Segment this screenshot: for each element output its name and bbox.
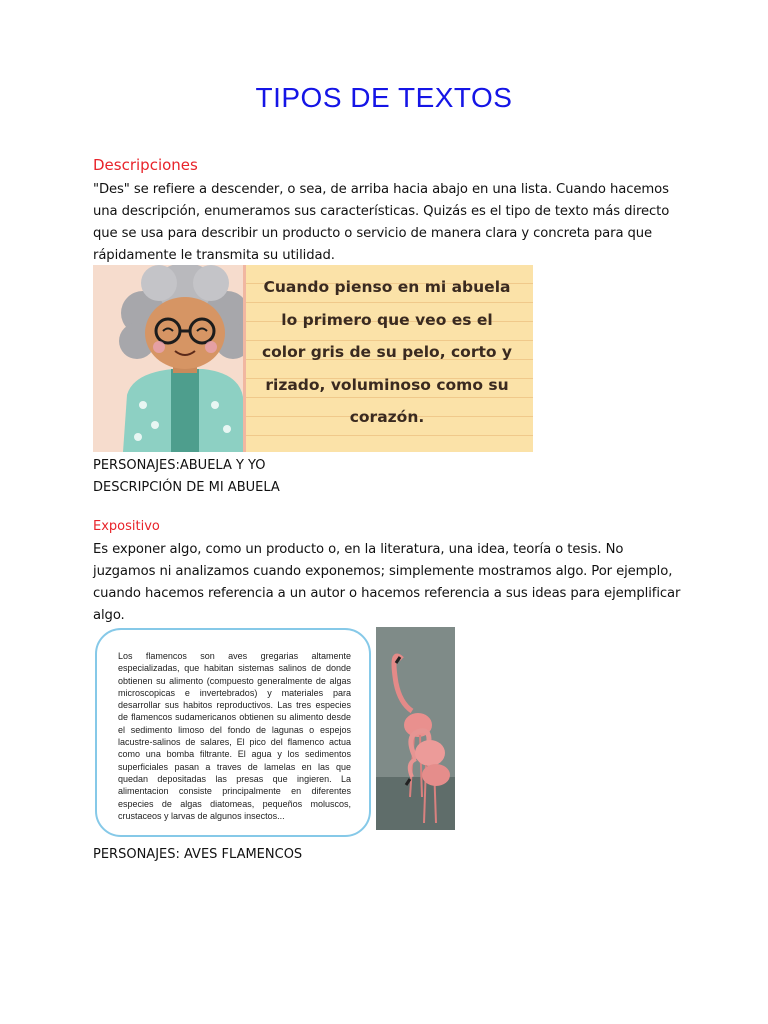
caption-aves-flamencos: PERSONAJES: AVES FLAMENCOS xyxy=(93,847,303,862)
note-text xyxy=(243,271,531,434)
caption-personajes xyxy=(93,455,280,499)
flamingo-photo xyxy=(376,627,455,830)
flamingo-card-text: Los flamencos son aves gregarias altamente especializadas, que habitan sistemas salinos de donde obtienen su alimento (compuesto generalmente de algas microscopicas e invertebrados) y materiales para desarrollar sus habitos reproductivos. Las tres especies de flamencos sudamericanos obtienen su alimento desde el sedimento limoso del fondo de lagunas o espejos lacustre-salinos de salares, El pico del flamenco actua como una bomba filtrante. El agua y los sedimentos superficiales pasan a traves de lamelas en las que quedan depositadas las presas que ingieren. La alimentacion consiste principalmente en diferentes especies de algas diatomeas, pequeños moluscos, crustaceos y larvas de algunos insectos... xyxy=(118,651,351,821)
note-line: corazón. xyxy=(349,408,425,426)
caption-line: DESCRIPCIÓN DE MI ABUELA xyxy=(93,480,280,495)
section-paragraph-expositivo: Es exponer algo, como un producto o, en la literatura, una idea, teoría o tesis. No juzgamos ni analizamos cuando exponemos; simplemente mostramos algo. Por ejemplo, cuando hacemos referencia a un autor o hacemos referencia a sus ideas para ejemplificar algo. xyxy=(93,542,681,623)
note-line: color gris de su pelo, corto y xyxy=(261,343,513,361)
page-title: TIPOS DE TEXTOS xyxy=(255,82,513,113)
note-line: lo primero que veo es el xyxy=(281,310,493,329)
flamingo-icon xyxy=(376,627,455,830)
note-line: rizado, voluminoso como su xyxy=(265,375,509,394)
caption-line: PERSONAJES:ABUELA Y YO xyxy=(93,458,266,473)
section-heading-expositivo: Expositivo xyxy=(93,519,160,534)
section-heading-descripciones: Descripciones xyxy=(93,156,198,174)
grandmother-illustration xyxy=(93,265,533,452)
section-paragraph-descripciones: "Des" se refiere a descender, o sea, de arriba hacia abajo en una lista. Cuando hacemos una descripción, enumeramos sus características. Quizás es el tipo de texto más directo que se usa para describir un producto o servicio de manera clara y concreta para que rápidamente le transmita su utilidad. xyxy=(93,182,670,263)
note-line: Cuando pienso en mi abuela xyxy=(263,278,511,296)
